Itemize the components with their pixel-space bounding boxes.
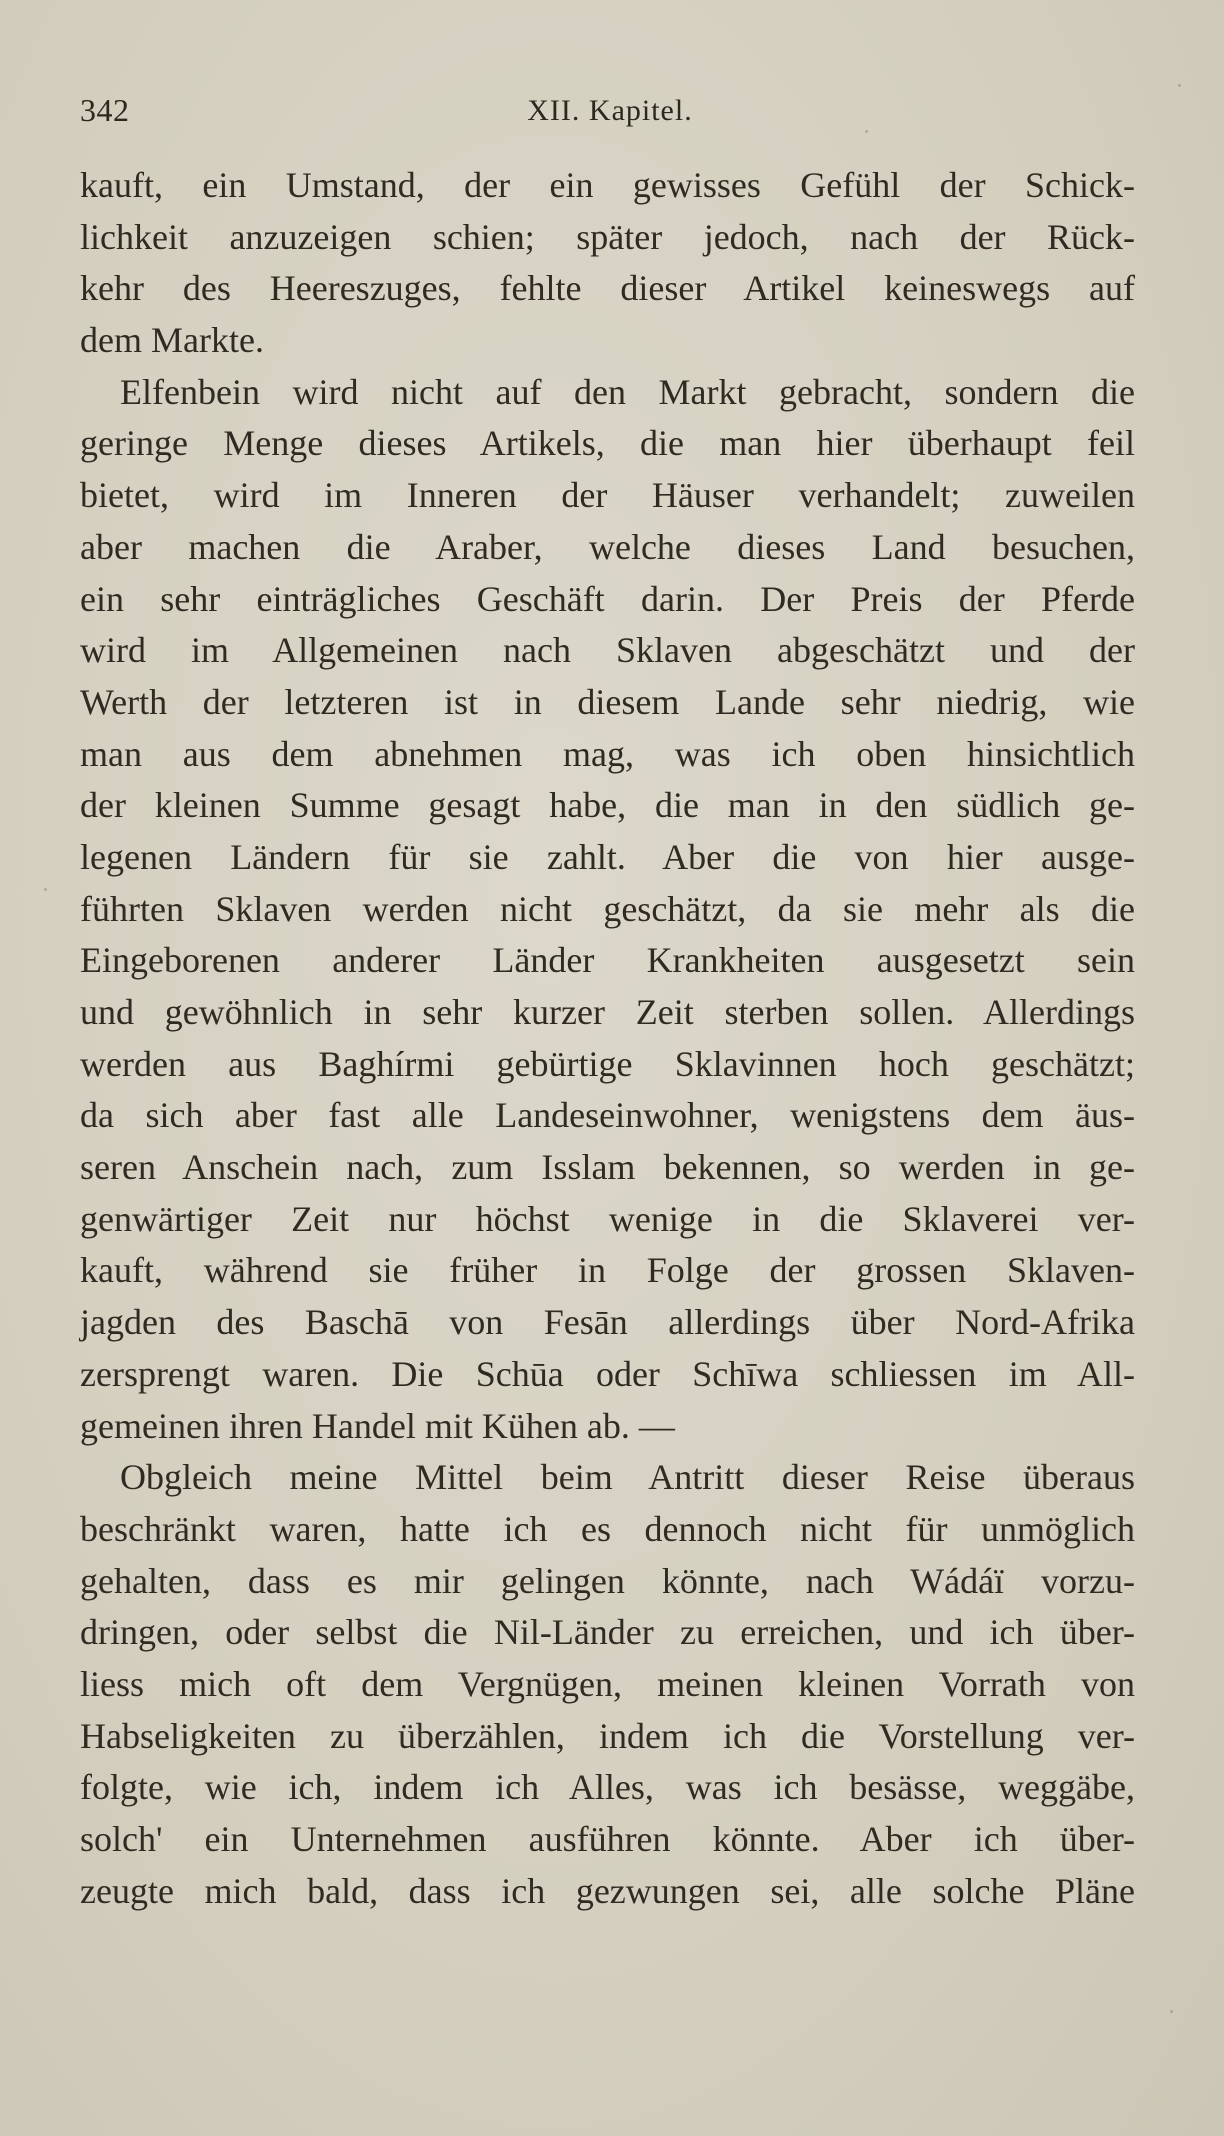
text-line: dringen, oder selbst die Nil-Länder zu erreichen, und ich über- (80, 1612, 1135, 1653)
text-line: zeugte mich bald, dass ich gezwungen sei, alle solche Pläne (80, 1870, 1135, 1911)
text-line: ein sehr einträgliches Geschäft darin. Der Preis der Pferde (80, 578, 1135, 619)
text-line: dem Markte. (80, 320, 264, 361)
text-line: folgte, wie ich, indem ich Alles, was ich besässe, weggäbe, (80, 1767, 1135, 1808)
text-line: da sich aber fast alle Landeseinwohner, wenigstens dem äus- (80, 1095, 1135, 1136)
text-line: jagden des Baschā von Fesān allerdings über Nord-Afrika (80, 1302, 1135, 1343)
text-line: aber machen die Araber, welche dieses Land besuchen, (80, 526, 1135, 567)
text-line: wird im Allgemeinen nach Sklaven abgeschätzt und der (80, 630, 1135, 671)
text-line: lichkeit anzuzeigen schien; später jedoch, nach der Rück- (80, 216, 1135, 257)
text-line: werden aus Baghírmi gebürtige Sklavinnen hoch geschätzt; (80, 1043, 1135, 1084)
text-line: der kleinen Summe gesagt habe, die man in den südlich ge- (80, 785, 1135, 826)
text-line: kauft, ein Umstand, der ein gewisses Gefühl der Schick- (80, 165, 1135, 205)
text-line: kauft, während sie früher in Folge der grossen Sklaven- (80, 1250, 1135, 1291)
paper-speck (865, 130, 868, 133)
text-line: man aus dem abnehmen mag, was ich oben hinsichtlich (80, 733, 1135, 774)
page-header (80, 92, 1140, 142)
text-line: kehr des Heereszuges, fehlte dieser Artikel keineswegs auf (80, 268, 1135, 309)
text-line: Werth der letzteren ist in diesem Lande sehr niedrig, wie (80, 681, 1135, 722)
text-line: Eingeborenen anderer Länder Krankheiten ausgesetzt sein (80, 940, 1135, 981)
text-line: legenen Ländern für sie zahlt. Aber die von hier ausge- (80, 836, 1135, 877)
page-number: 342 (80, 92, 130, 128)
text-line: genwärtiger Zeit nur höchst wenige in die Sklaverei ver- (80, 1198, 1135, 1239)
text-line: zersprengt waren. Die Schūa oder Schīwa schliessen im All- (80, 1353, 1135, 1394)
text-line: führten Sklaven werden nicht geschätzt, da sie mehr als die (80, 888, 1135, 929)
paper-speck (44, 888, 47, 891)
text-line: geringe Menge dieses Artikels, die man hier überhaupt feil (80, 423, 1135, 464)
running-head: XII. Kapitel. (527, 94, 693, 127)
text-line: beschränkt waren, hatte ich es dennoch nicht für unmöglich (80, 1508, 1135, 1549)
text-line: Habseligkeiten zu überzählen, indem ich die Vorstellung ver- (80, 1715, 1135, 1756)
paper-speck (1170, 2010, 1173, 2013)
paper-speck (1178, 84, 1181, 87)
text-line: liess mich oft dem Vergnügen, meinen kleinen Vorrath von (80, 1663, 1135, 1704)
text-line: Elfenbein wird nicht auf den Markt gebracht, sondern die (120, 371, 1135, 412)
body-text (80, 160, 1135, 1917)
text-line: gehalten, dass es mir gelingen könnte, nach Wádáï vorzu- (80, 1560, 1135, 1601)
text-line: gemeinen ihren Handel mit Kühen ab. — (80, 1405, 675, 1446)
text-line: Obgleich meine Mittel beim Antritt dieser Reise überaus (120, 1457, 1135, 1498)
text-line: solch' ein Unternehmen ausführen könnte. Aber ich über- (80, 1819, 1135, 1859)
text-line: seren Anschein nach, zum Isslam bekennen, so werden in ge- (80, 1147, 1135, 1188)
text-line: bietet, wird im Inneren der Häuser verhandelt; zuweilen (80, 475, 1135, 516)
text-line: und gewöhnlich in sehr kurzer Zeit sterben sollen. Allerdings (80, 992, 1135, 1032)
